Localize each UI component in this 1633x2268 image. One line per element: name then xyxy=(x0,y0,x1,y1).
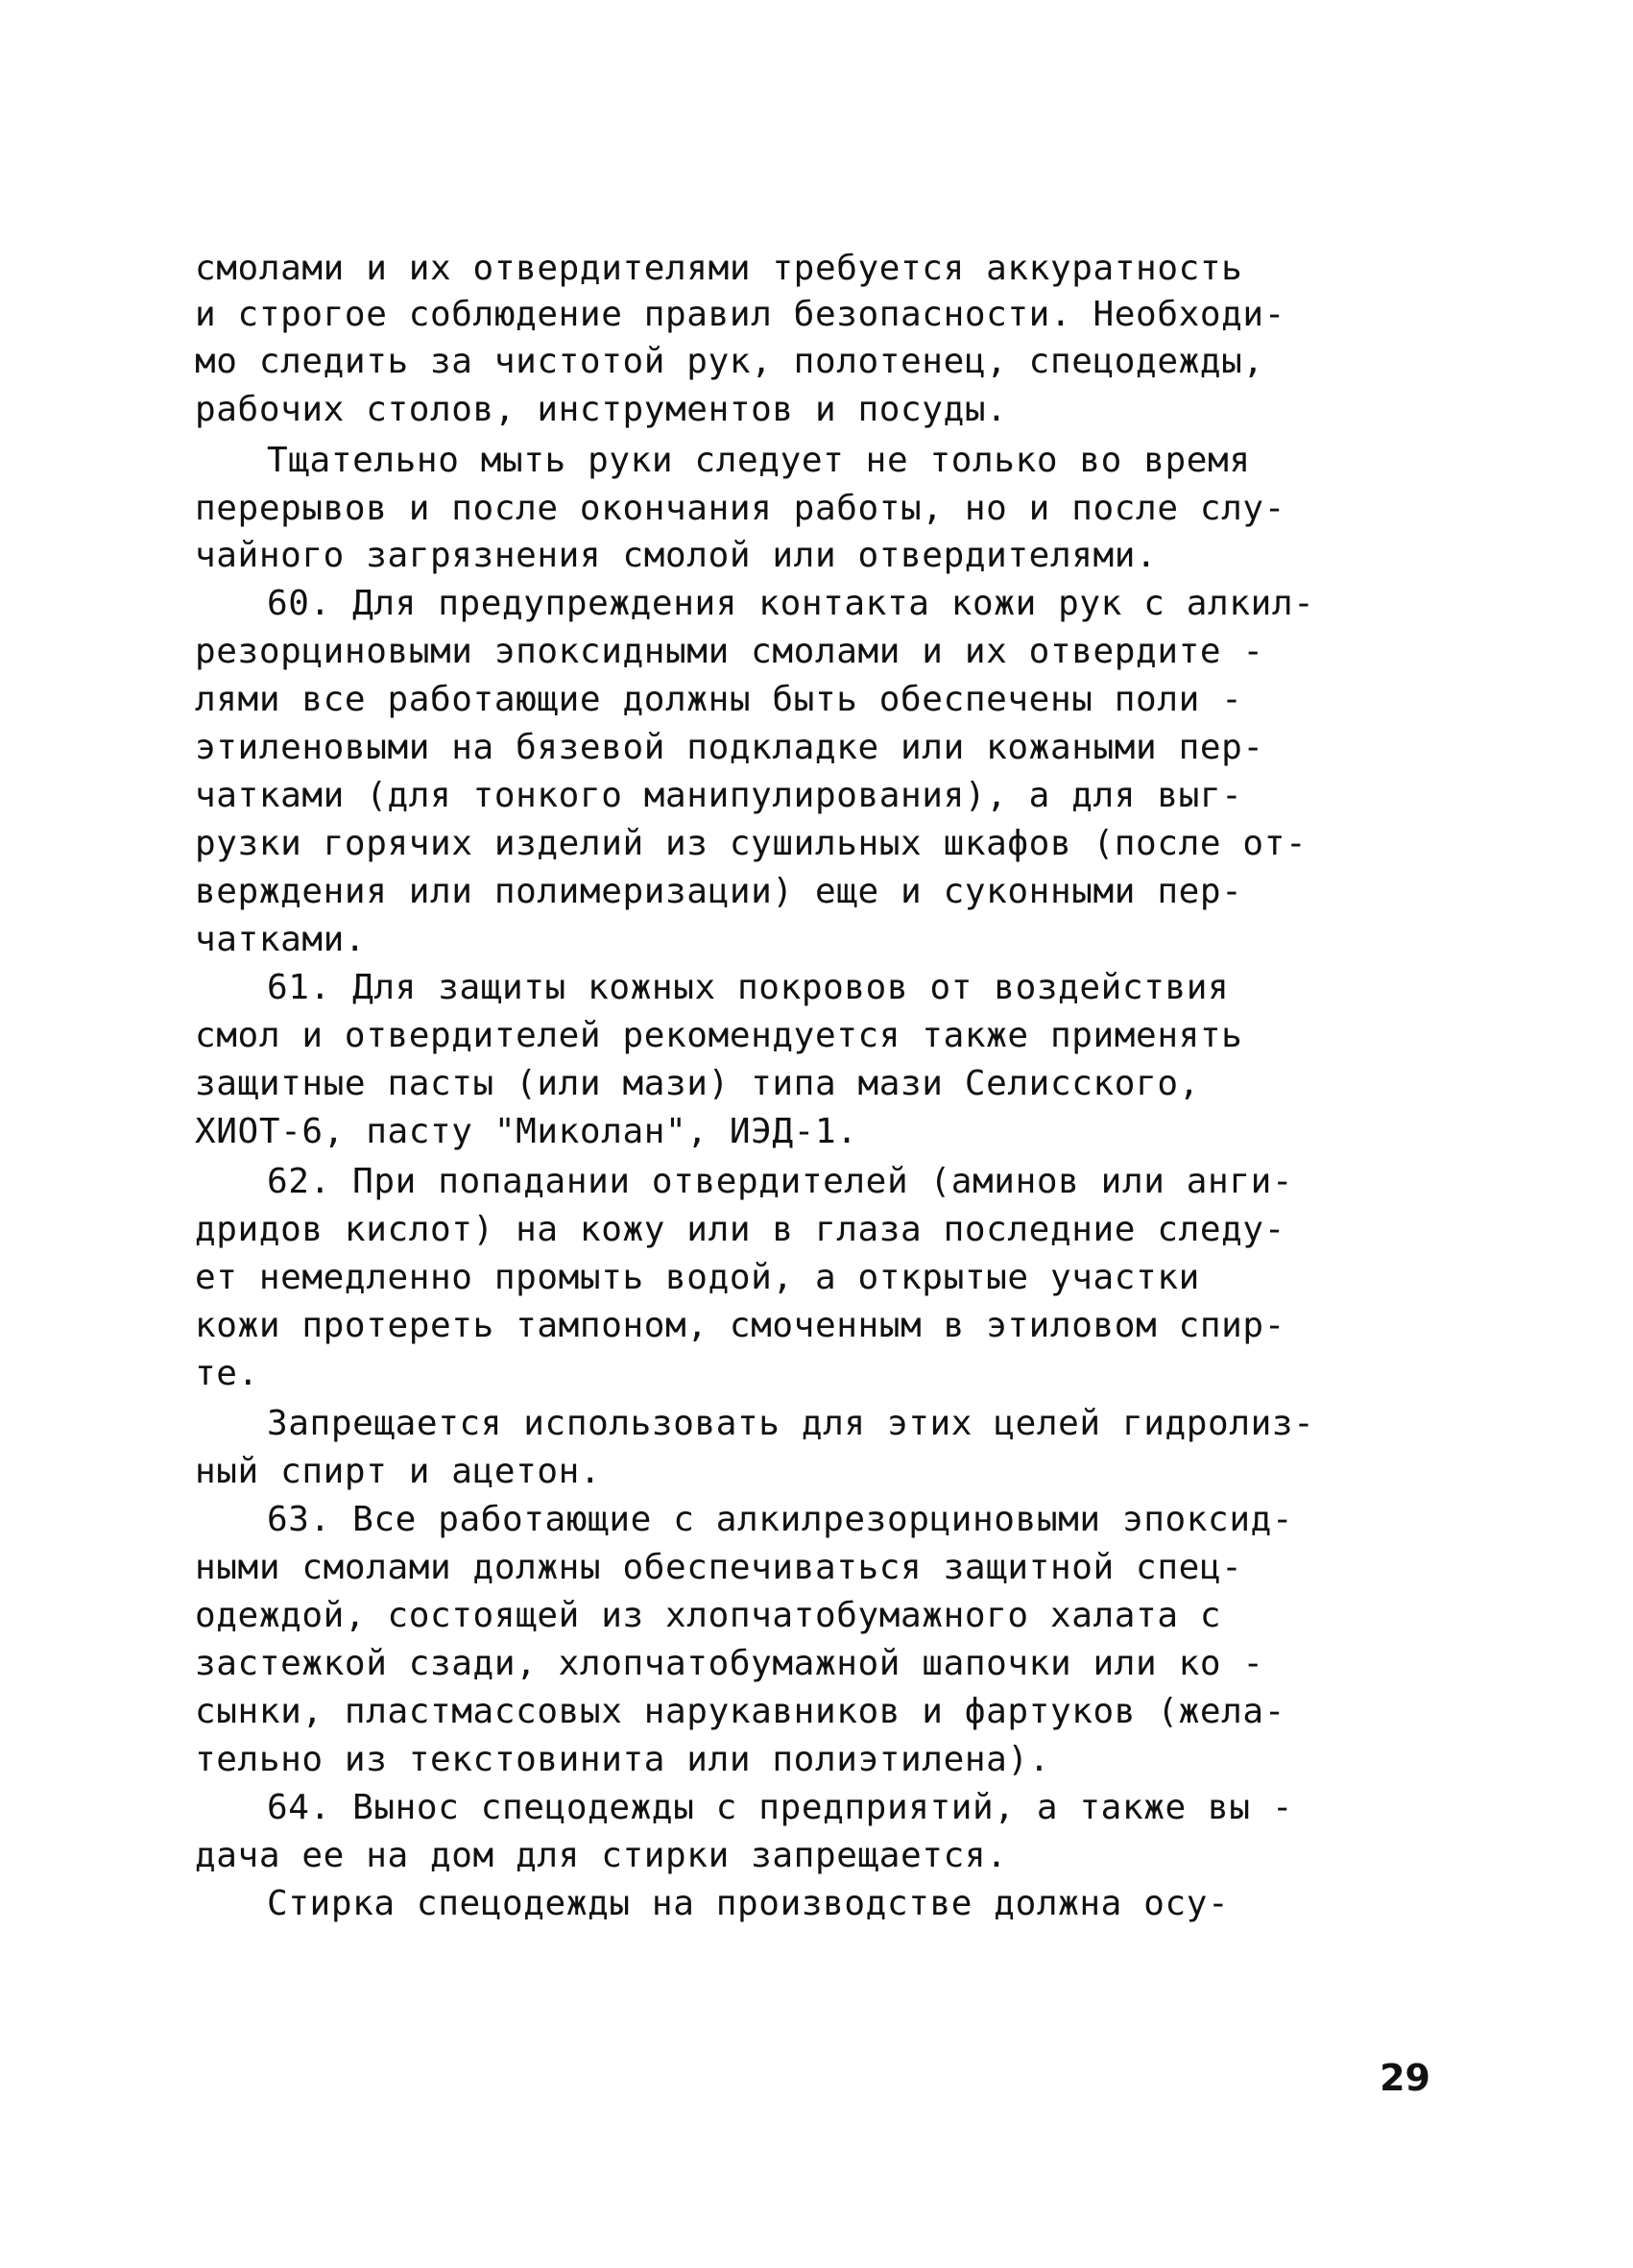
text-line: рузки горячих изделий из сушильных шкафов (после от- xyxy=(195,824,1308,863)
text-line: чатками (для тонкого манипулирования), а для выг- xyxy=(195,776,1243,815)
text-line: резорциновыми эпоксидными смолами и их отвердите - xyxy=(195,632,1264,671)
text-line: мо следить за чистотой рук, полотенец, спецодежды, xyxy=(195,342,1264,381)
text-line: сынки, пластмассовых нарукавников и фартуков (жела- xyxy=(195,1692,1285,1731)
text-line: Тщательно мыть руки следует не только во время xyxy=(267,441,1251,480)
text-line: верждения или полимеризации) еще и суконными пер- xyxy=(195,872,1243,911)
text-line: дача ее на дом для стирки запрещается. xyxy=(195,1836,1008,1875)
text-line: чатками. xyxy=(195,920,367,959)
text-line: ный спирт и ацетон. xyxy=(195,1452,602,1491)
text-line: те. xyxy=(195,1354,259,1393)
text-line: ными смолами должны обеспечиваться защитной спец- xyxy=(195,1548,1243,1587)
text-line: ет немедленно промыть водой, а открытые участки xyxy=(195,1258,1200,1297)
text-line: Стирка спецодежды на производстве должна осу- xyxy=(267,1884,1230,1923)
text-line: застежкой сзади, хлопчатобумажной шапочки или ко - xyxy=(195,1644,1264,1683)
text-line: смолами и их отвердителями требуется аккуратность xyxy=(195,249,1243,288)
text-line: 63. Все работающие с алкилрезорциновыми эпоксид- xyxy=(267,1500,1294,1539)
text-line: одеждой, состоящей из хлопчатобумажного халата с xyxy=(195,1596,1222,1635)
text-line: кожи протереть тампоном, смоченным в этиловом спир- xyxy=(195,1306,1285,1345)
text-line: дридов кислот) на кожу или в глаза последние следу- xyxy=(195,1210,1285,1249)
text-line: смол и отвердителей рекомендуется также применять xyxy=(195,1016,1243,1055)
text-line: ХИОТ-6, пасту "Миколан", ИЭД-1. xyxy=(195,1112,858,1151)
text-line: рабочих столов, инструментов и посуды. xyxy=(195,390,1008,429)
text-line: 60. Для предупреждения контакта кожи рук с алкил- xyxy=(267,584,1315,623)
text-line: Запрещается использовать для этих целей гидролиз- xyxy=(267,1404,1315,1443)
text-line: и строгое соблюдение правил безопасности. Необходи- xyxy=(195,295,1285,334)
text-line: 62. При попадании отвердителей (аминов или анги- xyxy=(267,1162,1294,1201)
text-line: тельно из текстовинита или полиэтилена). xyxy=(195,1740,1050,1779)
text-line: защитные пасты (или мази) типа мази Селисского, xyxy=(195,1064,1200,1103)
text-line: чайного загрязнения смолой или отвердителями. xyxy=(195,536,1158,575)
text-line: перерывов и после окончания работы, но и после слу- xyxy=(195,489,1285,528)
text-line: 64. Вынос спецодежды с предприятий, а также вы - xyxy=(267,1788,1294,1827)
text-line: лями все работающие должны быть обеспечены поли - xyxy=(195,680,1243,719)
text-line: этиленовыми на бязевой подкладке или кожаными пер- xyxy=(195,728,1264,767)
page-number: 29 xyxy=(1380,2057,1430,2099)
text-line: 61. Для защиты кожных покровов от воздействия xyxy=(267,968,1230,1007)
